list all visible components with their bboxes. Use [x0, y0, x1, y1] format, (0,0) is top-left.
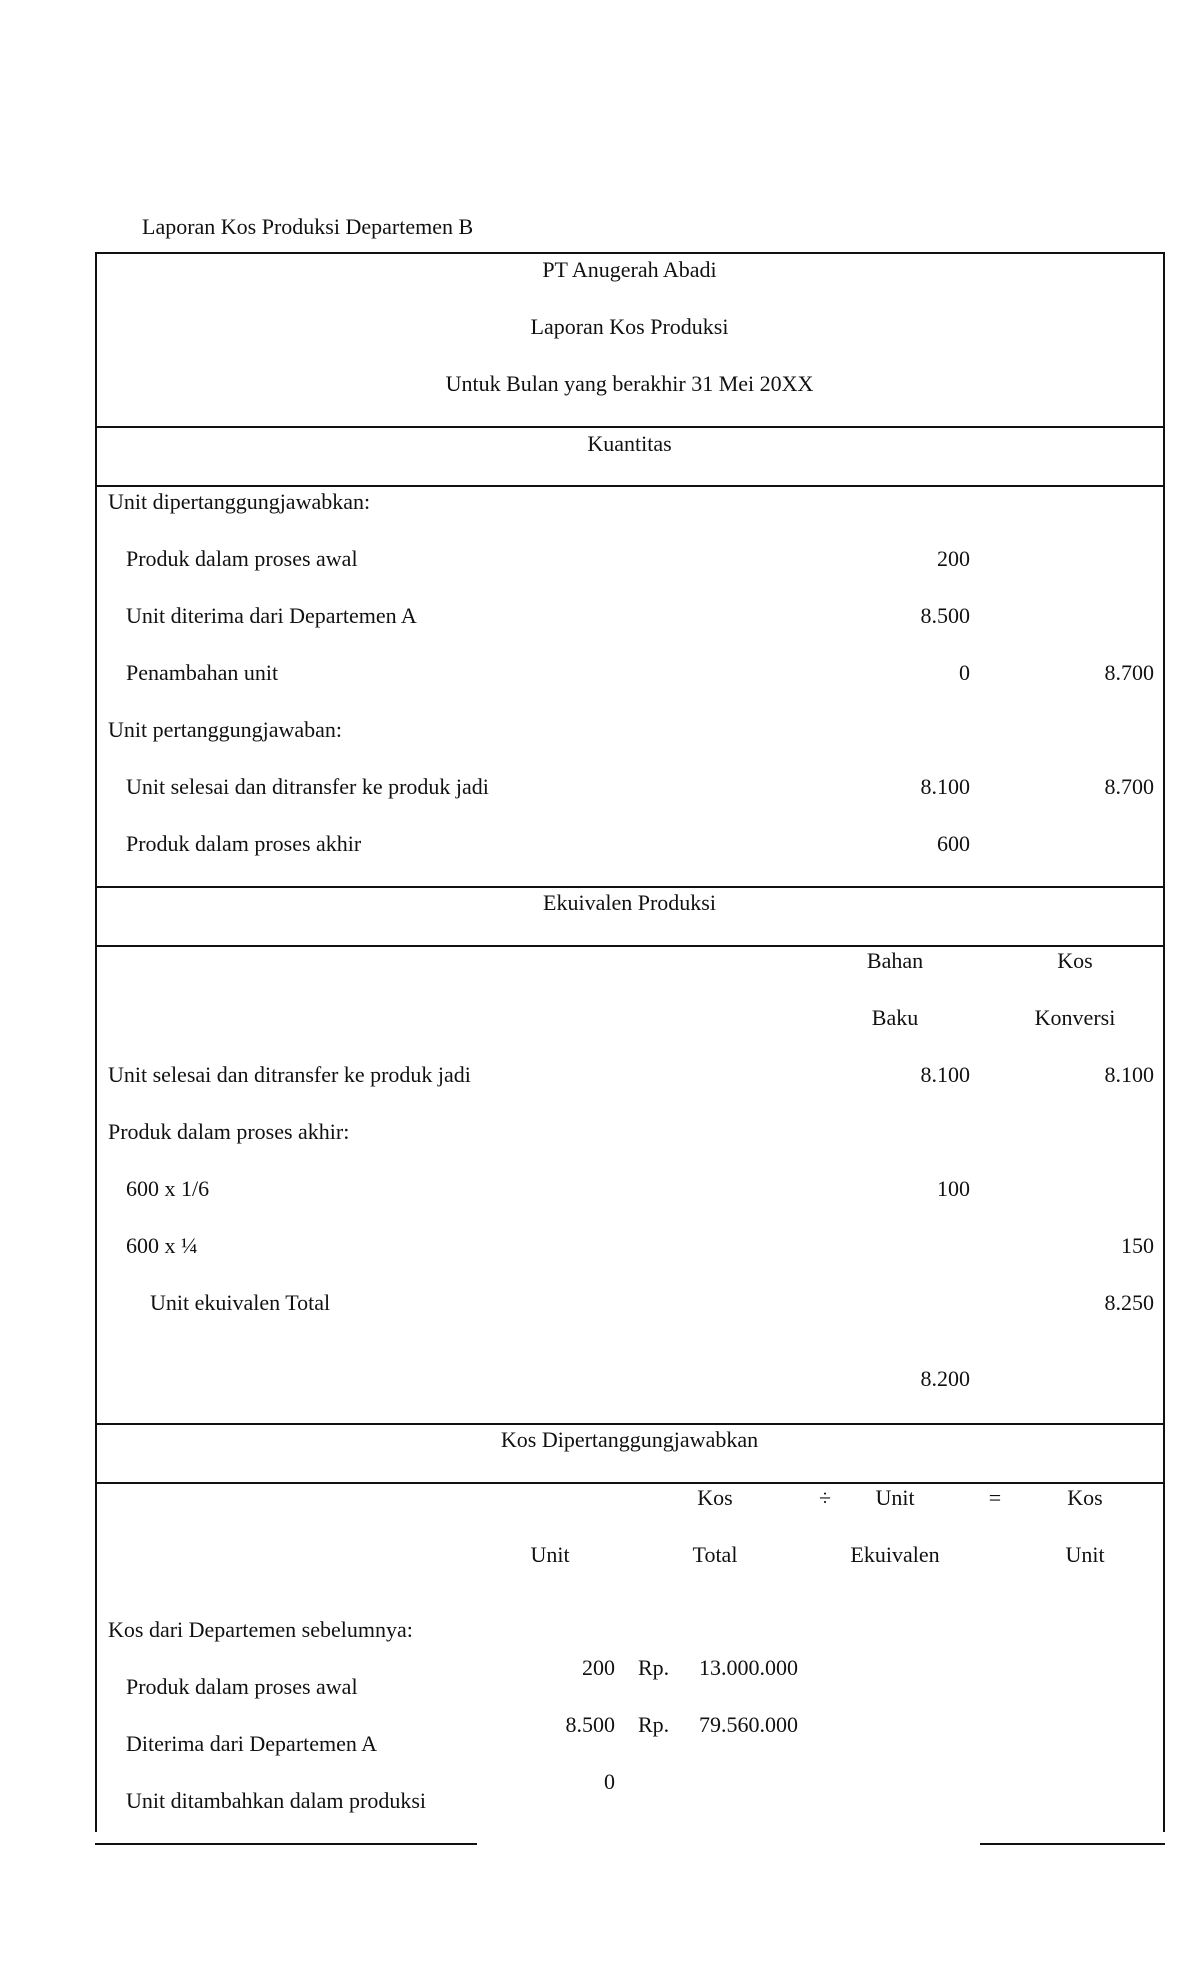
total-equivalent-material: 8.200: [920, 1366, 970, 1391]
cost-row-label: Produk dalam proses awal: [126, 1674, 358, 1699]
total-equivalent-label: Unit ekuivalen Total: [150, 1290, 331, 1315]
cost-row-units: 200: [582, 1655, 615, 1680]
report-period: Untuk Bulan yang berakhir 31 Mei 20XX: [445, 371, 814, 396]
finished-units-conversion: 8.100: [1104, 1062, 1154, 1087]
table-border-left: [95, 252, 97, 1832]
calc-material-label: 600 x 1/6: [126, 1176, 210, 1201]
divider-equivalent-end: [95, 1423, 1165, 1425]
quantity-row-value: 8.500: [920, 603, 970, 628]
quantity-row-label: Produk dalam proses akhir: [126, 831, 362, 856]
calc-conversion-label: 600 x ¼: [126, 1233, 198, 1258]
quantity-row-value: 0: [959, 660, 970, 685]
divider-header: [95, 426, 1165, 428]
costs-header-ekuivalen: Ekuivalen: [850, 1542, 940, 1567]
cost-row-units: 0: [604, 1769, 615, 1794]
cost-row-label: Unit ditambahkan dalam produksi: [126, 1788, 426, 1813]
costs-header-total: Total: [692, 1542, 738, 1567]
costs-header-kos-unit: Kos: [1067, 1485, 1103, 1510]
costs-header-unit2: Unit: [1065, 1542, 1105, 1567]
quantity-row-value: 600: [937, 831, 970, 856]
finished-units-label: Unit selesai dan ditransfer ke produk jadi: [108, 1062, 471, 1087]
units-accounted-label: Unit dipertanggungjawabkan:: [108, 489, 371, 514]
quantity-row-value: 200: [937, 546, 970, 571]
table-border-right: [1163, 252, 1165, 1832]
column-header-baku: Baku: [871, 1005, 919, 1030]
cost-row-currency: Rp.: [638, 1712, 670, 1737]
cost-row-units: 8.500: [565, 1712, 615, 1737]
quantity-row-value: 8.100: [920, 774, 970, 799]
divider-equivalent-title: [95, 945, 1165, 947]
divide-sign: ÷: [818, 1485, 832, 1510]
calc-material-value: 100: [937, 1176, 970, 1201]
equivalent-section-title: Ekuivalen Produksi: [543, 890, 716, 915]
ending-wip-label: Produk dalam proses akhir:: [108, 1119, 350, 1144]
costs-section-title: Kos Dipertanggungjawabkan: [500, 1427, 759, 1452]
calc-conversion-value: 150: [1121, 1233, 1154, 1258]
column-header-konversi: Konversi: [1034, 1005, 1116, 1030]
equals-sign: =: [988, 1485, 1002, 1510]
total-equivalent-conversion: 8.250: [1104, 1290, 1154, 1315]
units-responsibility-label: Unit pertanggungjawaban:: [108, 717, 342, 742]
costs-header-units: Unit: [530, 1542, 570, 1567]
table-border-bottom-right: [980, 1843, 1165, 1845]
quantity-section-title: Kuantitas: [587, 431, 672, 456]
quantity-row-label: Unit selesai dan ditransfer ke produk jadi: [126, 774, 489, 799]
prev-department-costs-label: Kos dari Departemen sebelumnya:: [108, 1617, 413, 1642]
quantity-row-label: Unit diterima dari Departemen A: [126, 603, 417, 628]
cost-row-amount: 13.000.000: [699, 1655, 798, 1680]
divider-quantity-title: [95, 485, 1165, 487]
document-caption: Laporan Kos Produksi Departemen B: [142, 214, 474, 239]
report-title: Laporan Kos Produksi: [530, 314, 729, 339]
table-border-bottom-left: [95, 1843, 477, 1845]
company-name: PT Anugerah Abadi: [542, 257, 717, 282]
costs-header-unit: Unit: [875, 1485, 915, 1510]
column-header-kos: Kos: [1057, 948, 1093, 973]
divider-quantity-end: [95, 886, 1165, 888]
table-border-top: [95, 252, 1165, 254]
quantity-row-total: 8.700: [1104, 774, 1154, 799]
column-header-bahan: Bahan: [866, 948, 924, 973]
quantity-row-total: 8.700: [1104, 660, 1154, 685]
divider-costs-title: [95, 1482, 1165, 1484]
cost-row-label: Diterima dari Departemen A: [126, 1731, 378, 1756]
quantity-row-label: Produk dalam proses awal: [126, 546, 358, 571]
cost-row-currency: Rp.: [638, 1655, 670, 1680]
costs-header-kos: Kos: [697, 1485, 733, 1510]
finished-units-material: 8.100: [920, 1062, 970, 1087]
quantity-row-label: Penambahan unit: [126, 660, 279, 685]
cost-row-amount: 79.560.000: [699, 1712, 798, 1737]
